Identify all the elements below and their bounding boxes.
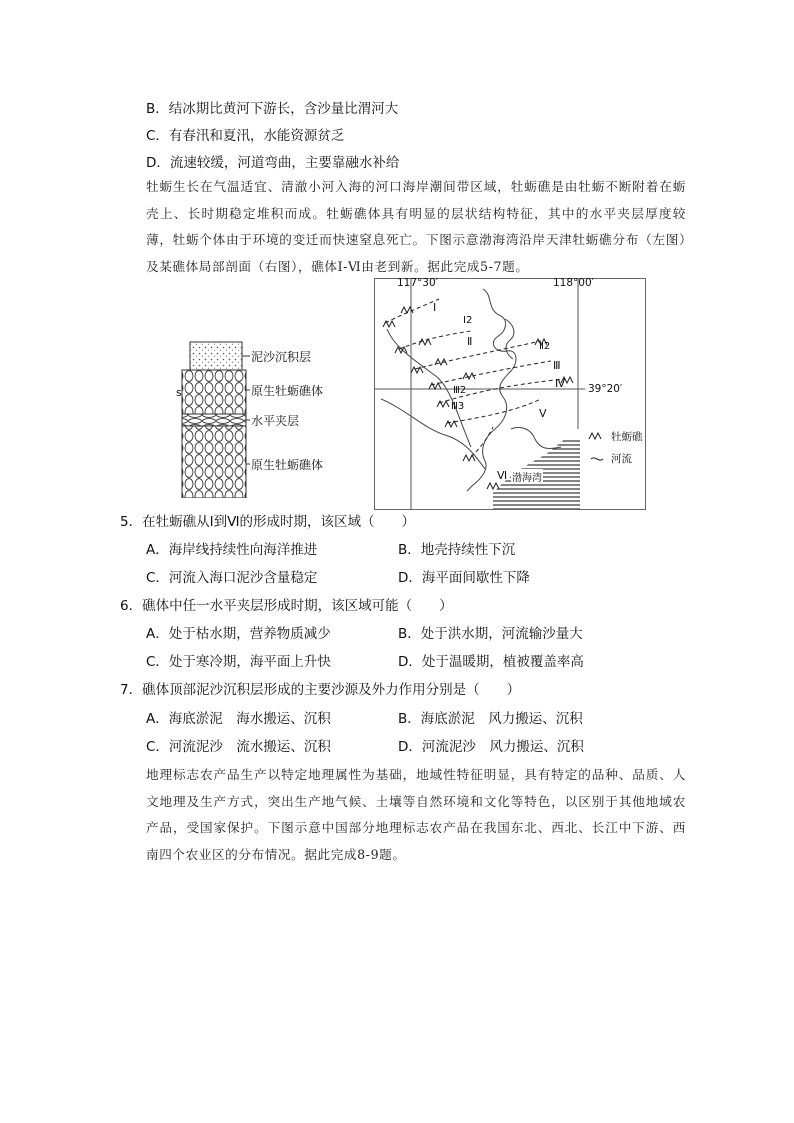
q6-option-c: C．处于寒冷期，海平面上升快	[146, 654, 331, 670]
figure-reef-map	[374, 278, 646, 510]
reef-label-4: Ⅳ	[555, 377, 566, 390]
q5-option-a: A．海岸线持续性向海洋推进	[146, 542, 318, 558]
q5-stem: 5．在牡蛎礁从Ⅰ到Ⅵ的形成时期，该区域（ ）	[120, 514, 416, 530]
q6-stem: 6．礁体中任一水平夹层形成时期，该区域可能（ ）	[120, 598, 453, 614]
q6-option-a: A．处于枯水期，营养物质减少	[146, 626, 331, 642]
q5-option-b: B．地壳持续性下沉	[398, 542, 516, 558]
q7-option-b: B．海底淤泥 风力搬运、沉积	[398, 711, 583, 727]
map-lat: 39°20′	[588, 383, 623, 395]
q7-option-d: D．河流泥沙 风力搬运、沉积	[398, 739, 584, 755]
layer-label-interlayer: 水平夹层	[251, 414, 300, 428]
reef-label-2: Ⅱ	[467, 335, 473, 348]
legend-reef-label: 牡蛎礁	[611, 431, 643, 443]
layer-label-sediment: 泥沙沉积层	[251, 350, 312, 364]
q5-option-d: D．海平面间歇性下降	[398, 570, 530, 586]
q7-stem: 7．礁体顶部泥沙沉积层形成的主要沙源及外力作用分别是（ ）	[120, 682, 521, 698]
q4-option-d: D．流速较缓，河道弯曲，主要靠融水补给	[146, 155, 400, 171]
sea-label: 渤海湾	[511, 469, 543, 484]
q4-option-c: C．有春汛和夏汛，水能资源贫乏	[146, 128, 345, 144]
reef-label-5: Ⅴ	[539, 407, 547, 420]
reef-label-1: Ⅰ	[433, 301, 437, 314]
reef-label-3-2: Ⅲ2	[453, 385, 467, 396]
reef-label-6: Ⅵ	[497, 469, 508, 482]
profile-s-label: s	[176, 386, 182, 399]
q5-option-c: C．河流入海口泥沙含量稳定	[146, 570, 318, 586]
layer-label-reef-upper: 原生牡蛎礁体	[251, 384, 324, 398]
passage-oyster-reef: 牡蛎生长在气温适宜、清澈小河入海的河口海岸潮间带区域，牡蛎礁是由牡蛎不断附着在蛎壳上、长时期稳定堆积而成。牡蛎礁体具有明显的层状结构特征，其中的水平夹层厚度较薄，牡蛎个体由于环境的变迁而快速窒息死亡。下图示意渤海湾沿岸天津牡蛎礁分布（左图）及某礁体局部剖面（右图），礁体Ⅰ-Ⅵ由老到新。据此完成5-7题。	[146, 179, 686, 274]
figure-reef-profile	[174, 286, 350, 498]
reef-label-3-3: Ⅲ3	[451, 401, 465, 412]
reef-label-3: Ⅲ	[553, 359, 561, 372]
q6-option-b: B．处于洪水期，河流输沙量大	[398, 626, 583, 642]
q4-option-b: B．结冰期比黄河下游长，含沙量比渭河大	[146, 101, 399, 117]
q6-option-d: D．处于温暖期，植被覆盖率高	[398, 654, 584, 670]
reef-label-1-2: Ⅰ2	[463, 315, 473, 326]
layer-label-reef-lower: 原生牡蛎礁体	[251, 458, 324, 472]
passage-geo-indication: 地理标志农产品生产以特定地理属性为基础，地域性特征明显，具有特定的品种、品质、人文地理及生产方式，突出生产地气候、土壤等自然环境和文化等特色，以区别于其他地域农产品，受国家保护。下图示意中国部分地理标志农产品在我国东北、西北、长江中下游、西南四个农业区的分布情况。据此完成8-9题。	[146, 767, 686, 862]
q7-option-a: A．海底淤泥 海水搬运、沉积	[146, 711, 331, 727]
legend-river-label: 河流	[611, 453, 632, 465]
reef-label-2-2: Ⅱ2	[539, 341, 551, 352]
q7-option-c: C．河流泥沙 流水搬运、沉积	[146, 739, 331, 755]
map-lon-2: 118°00′	[553, 277, 595, 289]
map-lon-1: 117°30′	[397, 277, 439, 289]
